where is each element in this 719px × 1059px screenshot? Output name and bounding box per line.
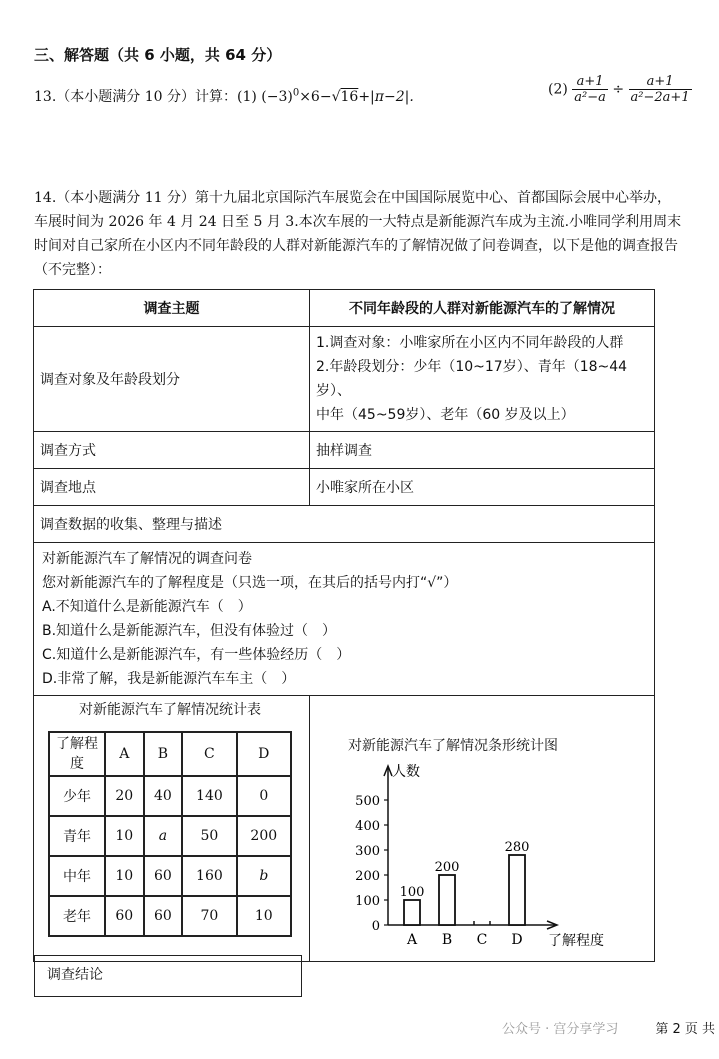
object-line-2: 2.年龄段划分：少年（10~17岁）、青年（18~44 岁）、 [316, 359, 628, 399]
conclusion-label: 调查结论 [47, 967, 103, 983]
q13-part2-label: (2) [548, 81, 568, 98]
bar-data-label: 200 [434, 860, 460, 875]
q13-sqrt-arg: 16 [340, 89, 359, 105]
fraction-2-num: a+1 [629, 74, 692, 90]
question-13-part2 [548, 74, 692, 105]
stat-row-label: 老年 [49, 896, 105, 936]
stat-table-corner: 了解程度 [49, 732, 105, 776]
report-row-place-label: 调查地点 [34, 469, 310, 506]
stat-table [48, 731, 292, 937]
stat-cell: 10 [105, 856, 144, 896]
object-line-1: 1.调查对象：小唯家所在小区内不同年龄段的人群 [316, 335, 624, 351]
q13-mid: ×6− [299, 89, 332, 105]
stat-row-middle-age [49, 856, 291, 896]
division-sign: ÷ [612, 81, 625, 98]
bar [404, 900, 420, 925]
stat-row-young-adult [49, 816, 291, 856]
fraction-2-den: a²−2a+1 [630, 90, 690, 105]
question-13 [34, 86, 414, 106]
bar-data-label: 280 [504, 840, 530, 855]
survey-title: 对新能源汽车了解情况的调查问卷 [42, 551, 252, 567]
stat-cell: a [144, 816, 183, 856]
question-14-text: 14.（本小题满分 11 分）第十九届北京国际汽车展览会在中国国际展览中心、首都国际会展中心举办，车展时间为 2026 年 4 月 24 日至 5 月 3.本次车展的一大特点是新能源汽车成为主流.小唯同学利用周末时间对自己家所在小区内不同年龄段的人群对新能源汽车的了解情况做了问卷调查，以下是他的调查报告（不完整）： [34, 190, 682, 278]
stat-cell: 200 [237, 816, 291, 856]
bar [439, 875, 455, 925]
x-tick-label: B [441, 932, 453, 948]
stat-col-d: D [237, 732, 291, 776]
q13-exponent: 0 [292, 87, 300, 99]
stat-cell: 160 [182, 856, 236, 896]
stat-cell: 10 [237, 896, 291, 936]
sqrt-icon: √ [331, 89, 341, 105]
stat-col-a: A [105, 732, 144, 776]
survey-option-c: C.知道什么是新能源汽车，有一些体验经历（ ） [42, 647, 351, 663]
report-row-method-label: 调查方式 [34, 432, 310, 469]
stat-cell: 140 [182, 776, 236, 816]
fraction-1-num: a+1 [572, 74, 608, 90]
x-tick-label: A [406, 932, 418, 948]
report-header-value: 不同年龄段的人群对新能源汽车的了解情况 [310, 290, 655, 327]
survey-option-d: D.非常了解，我是新能源汽车车主（ ） [42, 671, 296, 687]
stat-cell: 60 [144, 896, 183, 936]
stat-cell: 10 [105, 816, 144, 856]
fraction-1-den: a²−a [574, 90, 606, 105]
report-row-object-value [310, 327, 655, 432]
y-tick-label: 400 [355, 819, 380, 834]
x-tick-label: C [476, 932, 488, 948]
stat-row-label: 中年 [49, 856, 105, 896]
stat-col-b: B [144, 732, 183, 776]
report-header-topic: 调查主题 [34, 290, 310, 327]
object-line-3: 中年（45~59岁）、老年（60 岁及以上） [316, 407, 575, 423]
report-row-method-value: 抽样调查 [310, 432, 655, 469]
stat-cell: 60 [144, 856, 183, 896]
stat-table-box [42, 691, 298, 951]
survey-option-b: B.知道什么是新能源汽车，但没有体验过（ ） [42, 623, 337, 639]
page-number: 第 2 页 共 [655, 1022, 715, 1037]
y-tick-label: 0 [371, 919, 380, 934]
y-tick-label: 100 [355, 894, 380, 909]
survey-block [34, 543, 655, 696]
x-axis-label: 了解程度 [548, 933, 604, 949]
x-tick-label: D [511, 932, 523, 948]
section-title: 三、解答题（共 6 小题，共 64 分） [34, 46, 282, 64]
stat-cell: 0 [237, 776, 291, 816]
y-tick-label: 300 [355, 844, 380, 859]
bar-data-label: 100 [399, 885, 425, 900]
q13-prefix: 13.（本小题满分 10 分）计算：(1) (−3) [34, 89, 293, 105]
stat-table-title: 对新能源汽车了解情况统计表 [79, 702, 261, 718]
y-tick-label: 200 [355, 869, 380, 884]
stat-cell: 40 [144, 776, 183, 816]
stat-cell: 60 [105, 896, 144, 936]
q13-abs: +|π−2|. [358, 89, 414, 105]
stat-cell: 50 [182, 816, 236, 856]
conclusion-box [34, 955, 302, 997]
survey-question: 您对新能源汽车的了解程度是（只选一项，在其后的括号内打“√”） [42, 575, 458, 591]
report-row-object-label: 调查对象及年龄段划分 [34, 327, 310, 432]
fraction-1 [572, 74, 608, 105]
stat-col-c: C [182, 732, 236, 776]
stat-row-label: 少年 [49, 776, 105, 816]
stat-row-youth [49, 776, 291, 816]
y-axis-label: 人数 [392, 764, 420, 780]
fraction-2 [629, 74, 692, 105]
bar-chart [330, 760, 630, 960]
watermark: 公众号 · 宫分享学习 [502, 1022, 619, 1037]
report-row-place-value: 小唯家所在小区 [310, 469, 655, 506]
stat-cell: b [237, 856, 291, 896]
bar [509, 855, 525, 925]
stat-cell: 20 [105, 776, 144, 816]
stat-cell: 70 [182, 896, 236, 936]
report-row-data-label: 调查数据的收集、整理与描述 [34, 506, 655, 543]
stat-row-elderly [49, 896, 291, 936]
stat-row-label: 青年 [49, 816, 105, 856]
y-tick-label: 500 [355, 794, 380, 809]
chart-title: 对新能源汽车了解情况条形统计图 [348, 738, 558, 754]
survey-option-a: A.不知道什么是新能源汽车（ ） [42, 599, 252, 615]
